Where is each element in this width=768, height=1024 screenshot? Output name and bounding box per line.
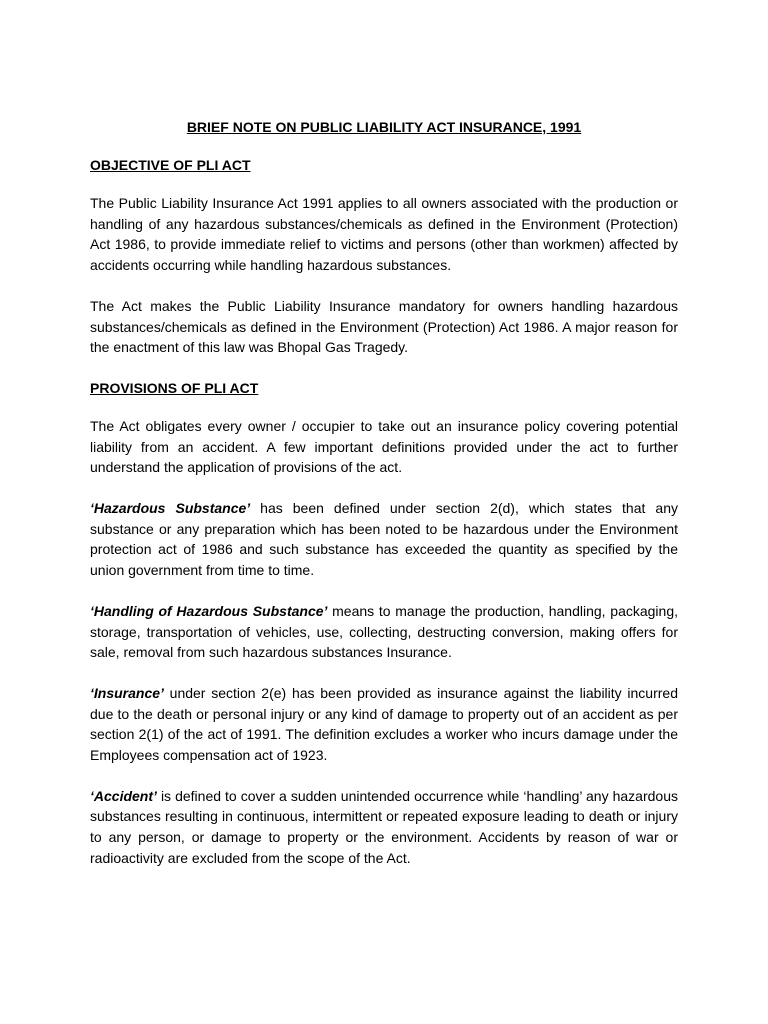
definition-term: ‘Hazardous Substance’ <box>90 500 251 517</box>
definition-text: is defined to cover a sudden unintended occurrence while ‘handling’ any hazardous substances resulting in continuous, intermittent or repeated exposure leading to death or injury to any person, or damage to property or the environment. Accidents by reason of war or radioactivity are excluded from the scope of the Act. <box>90 787 678 866</box>
provisions-intro: The Act obligates every owner / occupier to take out an insurance policy covering potential liability from an accident. A few important definitions provided under the act to further understand the application of provisions of the act. <box>90 417 678 476</box>
document-title: BRIEF NOTE ON PUBLIC LIABILITY ACT INSURANCE, 1991 <box>186 119 582 135</box>
definition-handling <box>90 601 678 663</box>
definition-term: ‘Accident’ <box>90 787 157 804</box>
provisions-heading: PROVISIONS OF PLI ACT <box>90 379 259 396</box>
definition-text: means to manage the production, handling, packaging, storage, transportation of vehicles, use, collecting, destructing conversion, making offers for sale, removal from such hazardous substances Insurance. <box>90 602 678 661</box>
definition-text: under section 2(e) has been provided as insurance against the liability incurred due to the death or personal injury or any kind of damage to property out of an accident as per section 2(1) of the act of 1991. The definition excludes a worker who incurs damage under the Employees compensation act of 1923. <box>90 684 678 764</box>
objective-paragraph-2: The Act makes the Public Liability Insurance mandatory for owners handling hazardous substances/chemicals as defined in the Environment (Protection) Act 1986. A major reason for the enactment of this law was Bhopal Gas Tragedy. <box>90 297 678 356</box>
definition-text: has been defined under section 2(d), which states that any substance or any preparation which has been noted to be hazardous under the Environment protection act of 1986 and such substance has exceeded the quantity as specified by the union government from time to time. <box>90 500 678 579</box>
definition-insurance <box>90 683 678 766</box>
definition-accident <box>90 786 678 869</box>
definition-term: ‘Insurance’ <box>90 684 164 701</box>
objective-heading: OBJECTIVE OF PLI ACT <box>90 157 251 173</box>
definition-term: ‘Handling of Hazardous Substance’ <box>90 602 328 619</box>
objective-paragraph-1: The Public Liability Insurance Act 1991 applies to all owners associated with the production or handling of any hazardous substances/chemicals as defined in the Environment (Protection) Act 1986, to provide immediate relief to victims and persons (other than workmen) affected by accidents occurring while handling hazardous substances. <box>90 195 678 274</box>
definition-hazardous-substance <box>90 498 678 581</box>
